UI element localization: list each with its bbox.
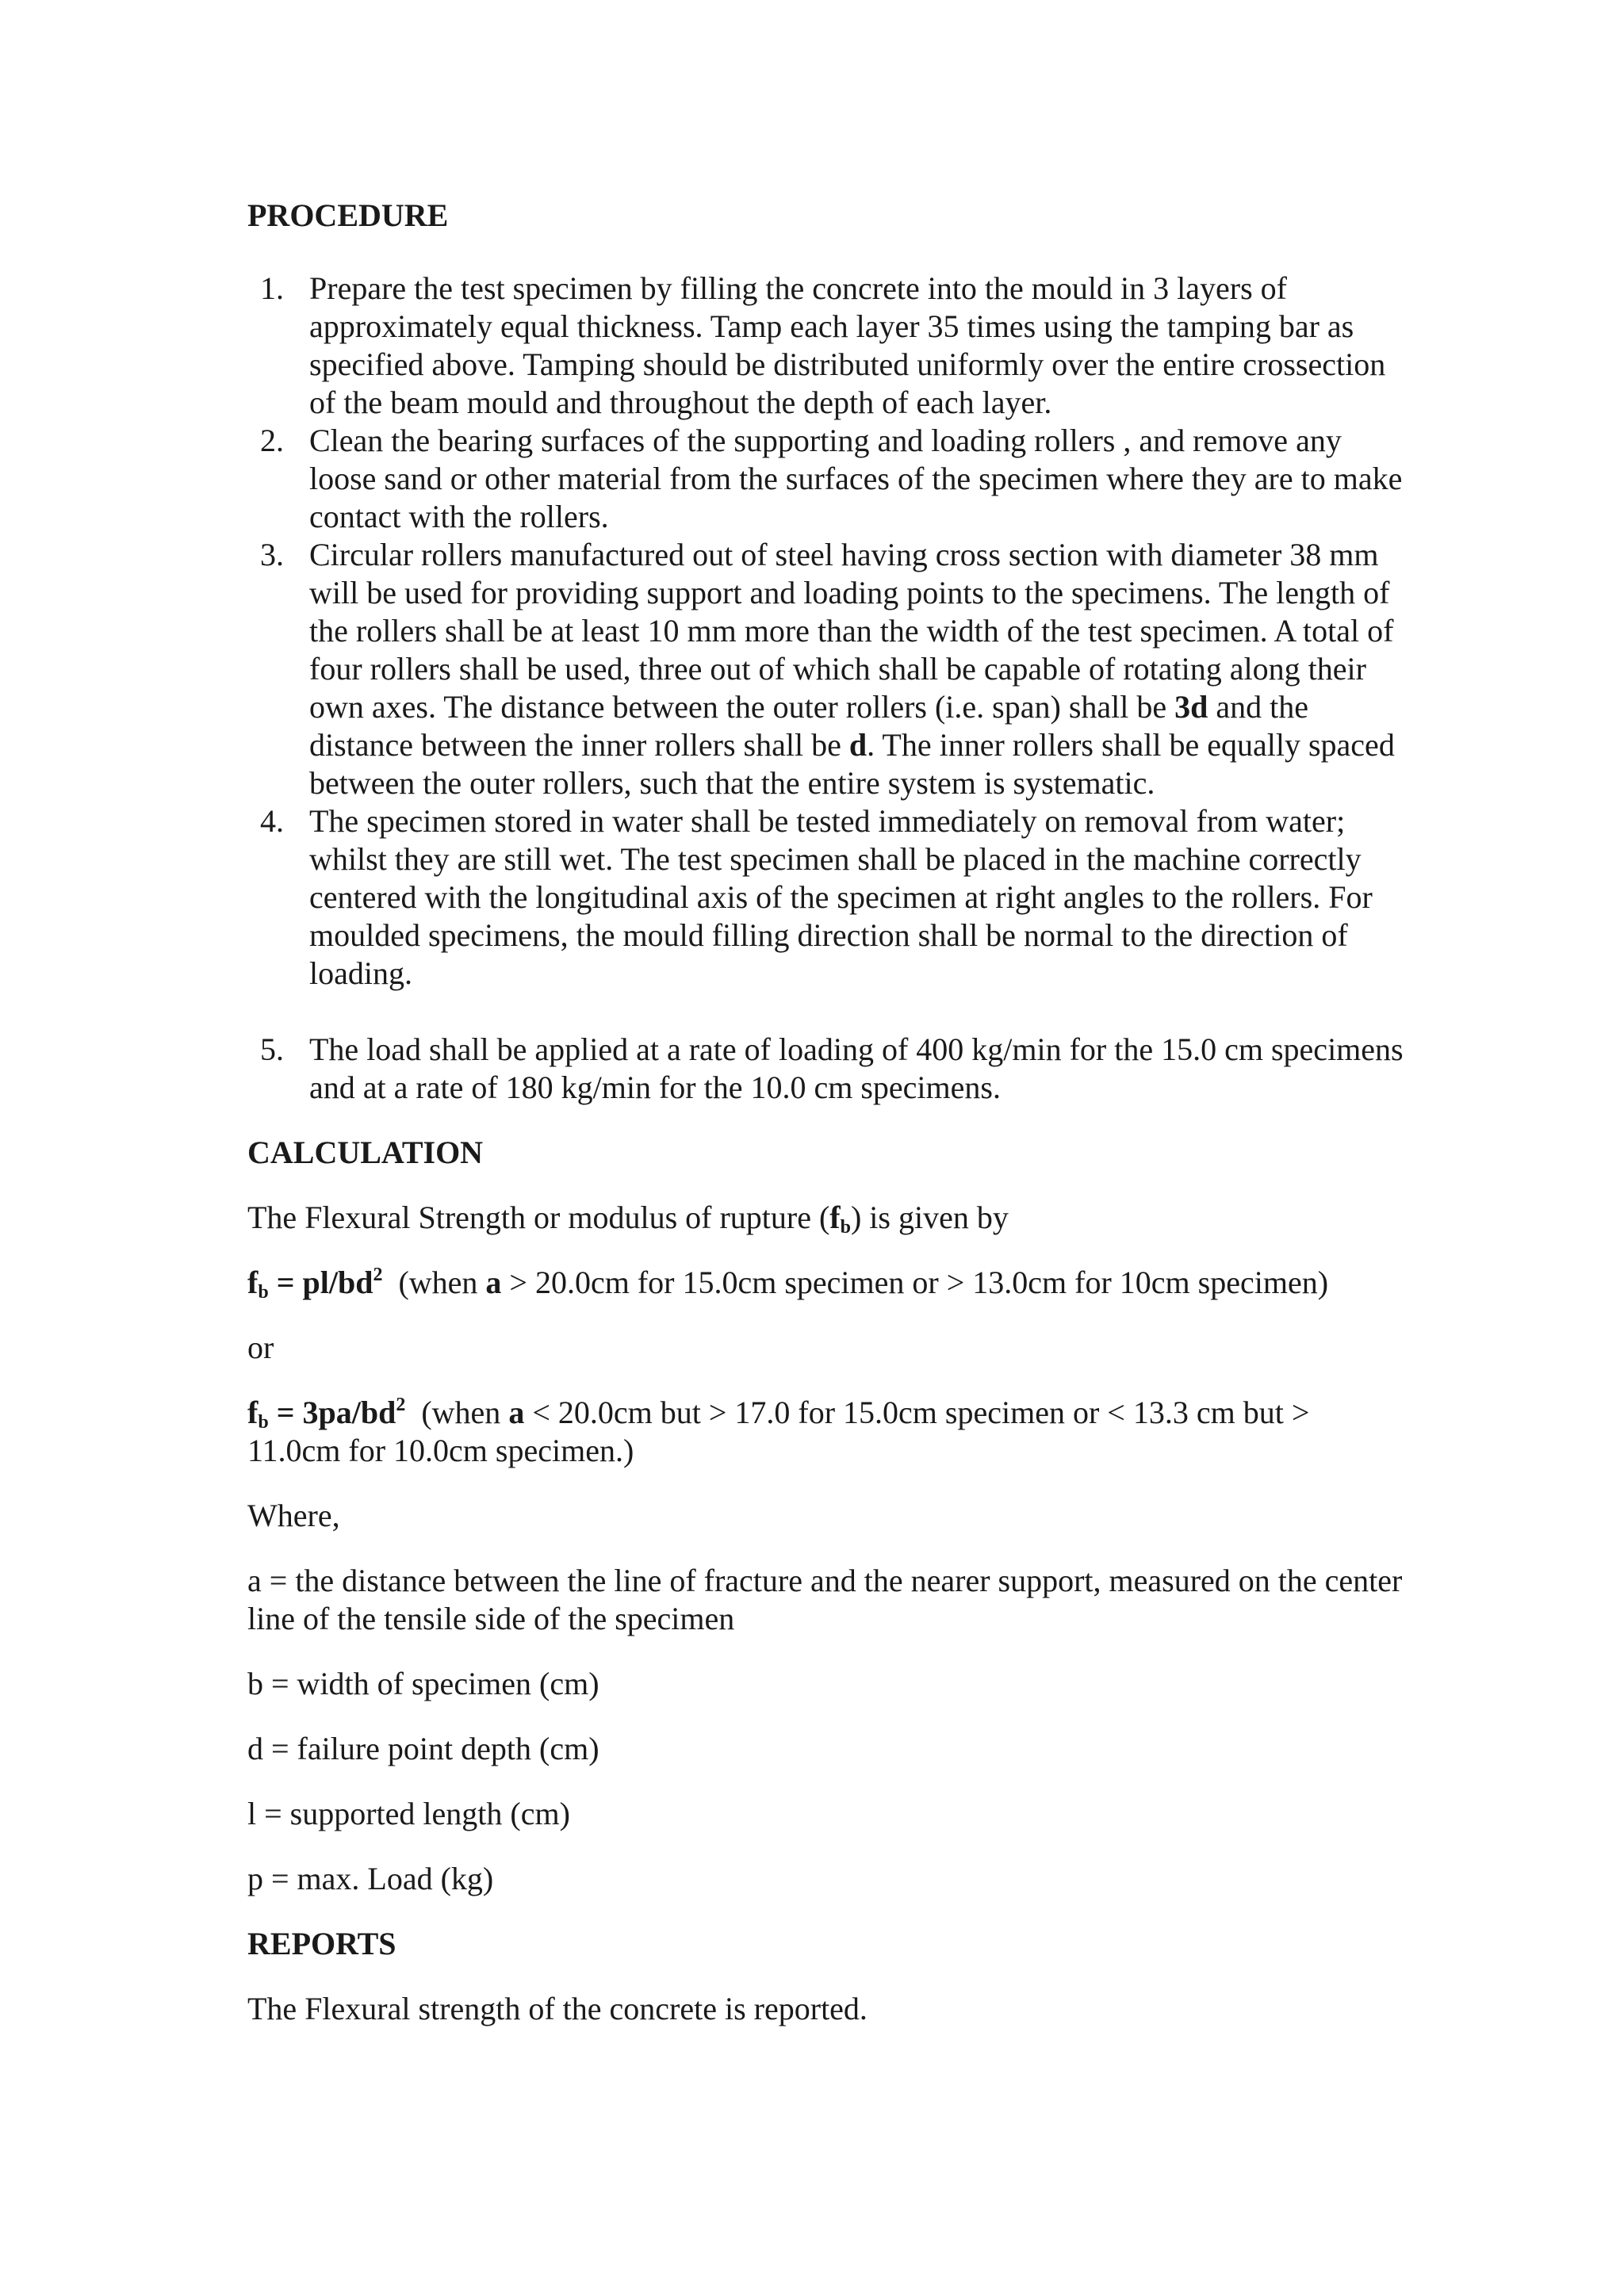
or-text: or: [247, 1330, 274, 1365]
step-text: Prepare the test specimen by filling the concrete into the mould in 3 layers of approximately equal thickness. Tamp each layer 35 times using the tamping bar as specified above. Tamping should be distributed uniformly over the entire crossection of the beam mould and throughout the depth of each layer.: [309, 270, 1386, 420]
step-text-part: and the distance between the inner rollers shall be: [309, 689, 1308, 763]
procedure-step-1: [247, 270, 1405, 422]
calculation-heading: CALCULATION: [247, 1135, 484, 1170]
procedure-step-5: [247, 1031, 1405, 1107]
document-page: [247, 197, 1405, 2028]
procedure-step-2: [247, 422, 1405, 536]
formula-condition: < 20.0cm but > 17.0 for 15.0cm specimen or < 13.3 cm but > 11.0cm for 10.0cm specimen.): [247, 1395, 1310, 1468]
procedure-step-3: [247, 536, 1405, 802]
reports-text: The Flexural strength of the concrete is reported.: [247, 1991, 868, 2026]
step-text: The load shall be applied at a rate of loading of 400 kg/min for the 15.0 cm specimens and at a rate of 180 kg/min for the 10.0 cm specimens.: [309, 1031, 1404, 1105]
procedure-heading: PROCEDURE: [247, 197, 449, 233]
step-number: 4.: [260, 803, 284, 839]
step-text: [309, 537, 1395, 801]
step-number: 2.: [260, 423, 284, 458]
reports-heading: REPORTS: [247, 1926, 396, 1961]
formula-expression: $f_b = 3pa/bd^2$: [247, 1395, 406, 1433]
step-number: 5.: [260, 1031, 284, 1067]
where-text: Where,: [247, 1498, 340, 1533]
span-value-3d: 3d: [1174, 689, 1208, 725]
definition-p: p = max. Load (kg): [247, 1861, 494, 1896]
formula-condition: > 20.0cm for 15.0cm specimen or > 13.0cm for 10cm specimen): [501, 1265, 1329, 1300]
procedure-list: [247, 270, 1405, 1107]
procedure-step-4: [247, 802, 1405, 993]
definition-l: l = supported length (cm): [247, 1796, 570, 1831]
definition-b: b = width of specimen (cm): [247, 1666, 599, 1701]
definition-a: a = the distance between the line of fracture and the nearer support, measured on the center line of the tensile side of the specimen: [247, 1563, 1403, 1636]
inner-span-value-d: d: [848, 727, 868, 763]
calculation-intro: The Flexural Strength or modulus of rupture $(f_b)$ is given by: [247, 1200, 1009, 1238]
step-text: The specimen stored in water shall be tested immediately on removal from water; whilst they are still wet. The test specimen shall be placed in the machine correctly centered with the longitudinal axis of the specimen at right angles to the rollers. For moulded specimens, the mould filling direction shall be normal to the direction of loading.: [309, 803, 1373, 991]
step-text: Clean the bearing surfaces of the supporting and loading rollers , and remove any loose sand or other material from the surfaces of the specimen where they are to make contact with the rollers.: [309, 423, 1403, 534]
symbol-fb: $f_b$: [829, 1200, 851, 1238]
formula-2: $f_b = 3pa/bd^2$ (when a < 20.0cm but > 17.0 for 15.0cm specimen or < 13.3 cm but > 11.0cm for 10.0cm specimen.): [247, 1395, 1310, 1468]
step-text-part: Circular rollers manufactured out of steel having cross section with diameter 38 mm will be used for providing support and loading points to the specimens. The length of the rollers shall be at least 10 mm more than the width of the test specimen. A total of four rollers shall be used, three out of which shall be capable of rotating along their own axes. The distance between the outer rollers (i.e. span) shall be: [309, 537, 1394, 725]
formula-expression: $f_b = pl/bd^2$: [247, 1265, 383, 1303]
definition-d: d = failure point depth (cm): [247, 1731, 599, 1766]
step-number: 3.: [260, 537, 284, 572]
step-number: 1.: [260, 270, 284, 306]
step-text-part: . The inner rollers shall be equally spaced between the outer rollers, such that the entire system is systematic.: [309, 727, 1395, 801]
formula-1: $f_b = pl/bd^2$ (when a > 20.0cm for 15.0cm specimen or > 13.0cm for 10cm specimen): [247, 1265, 1329, 1303]
